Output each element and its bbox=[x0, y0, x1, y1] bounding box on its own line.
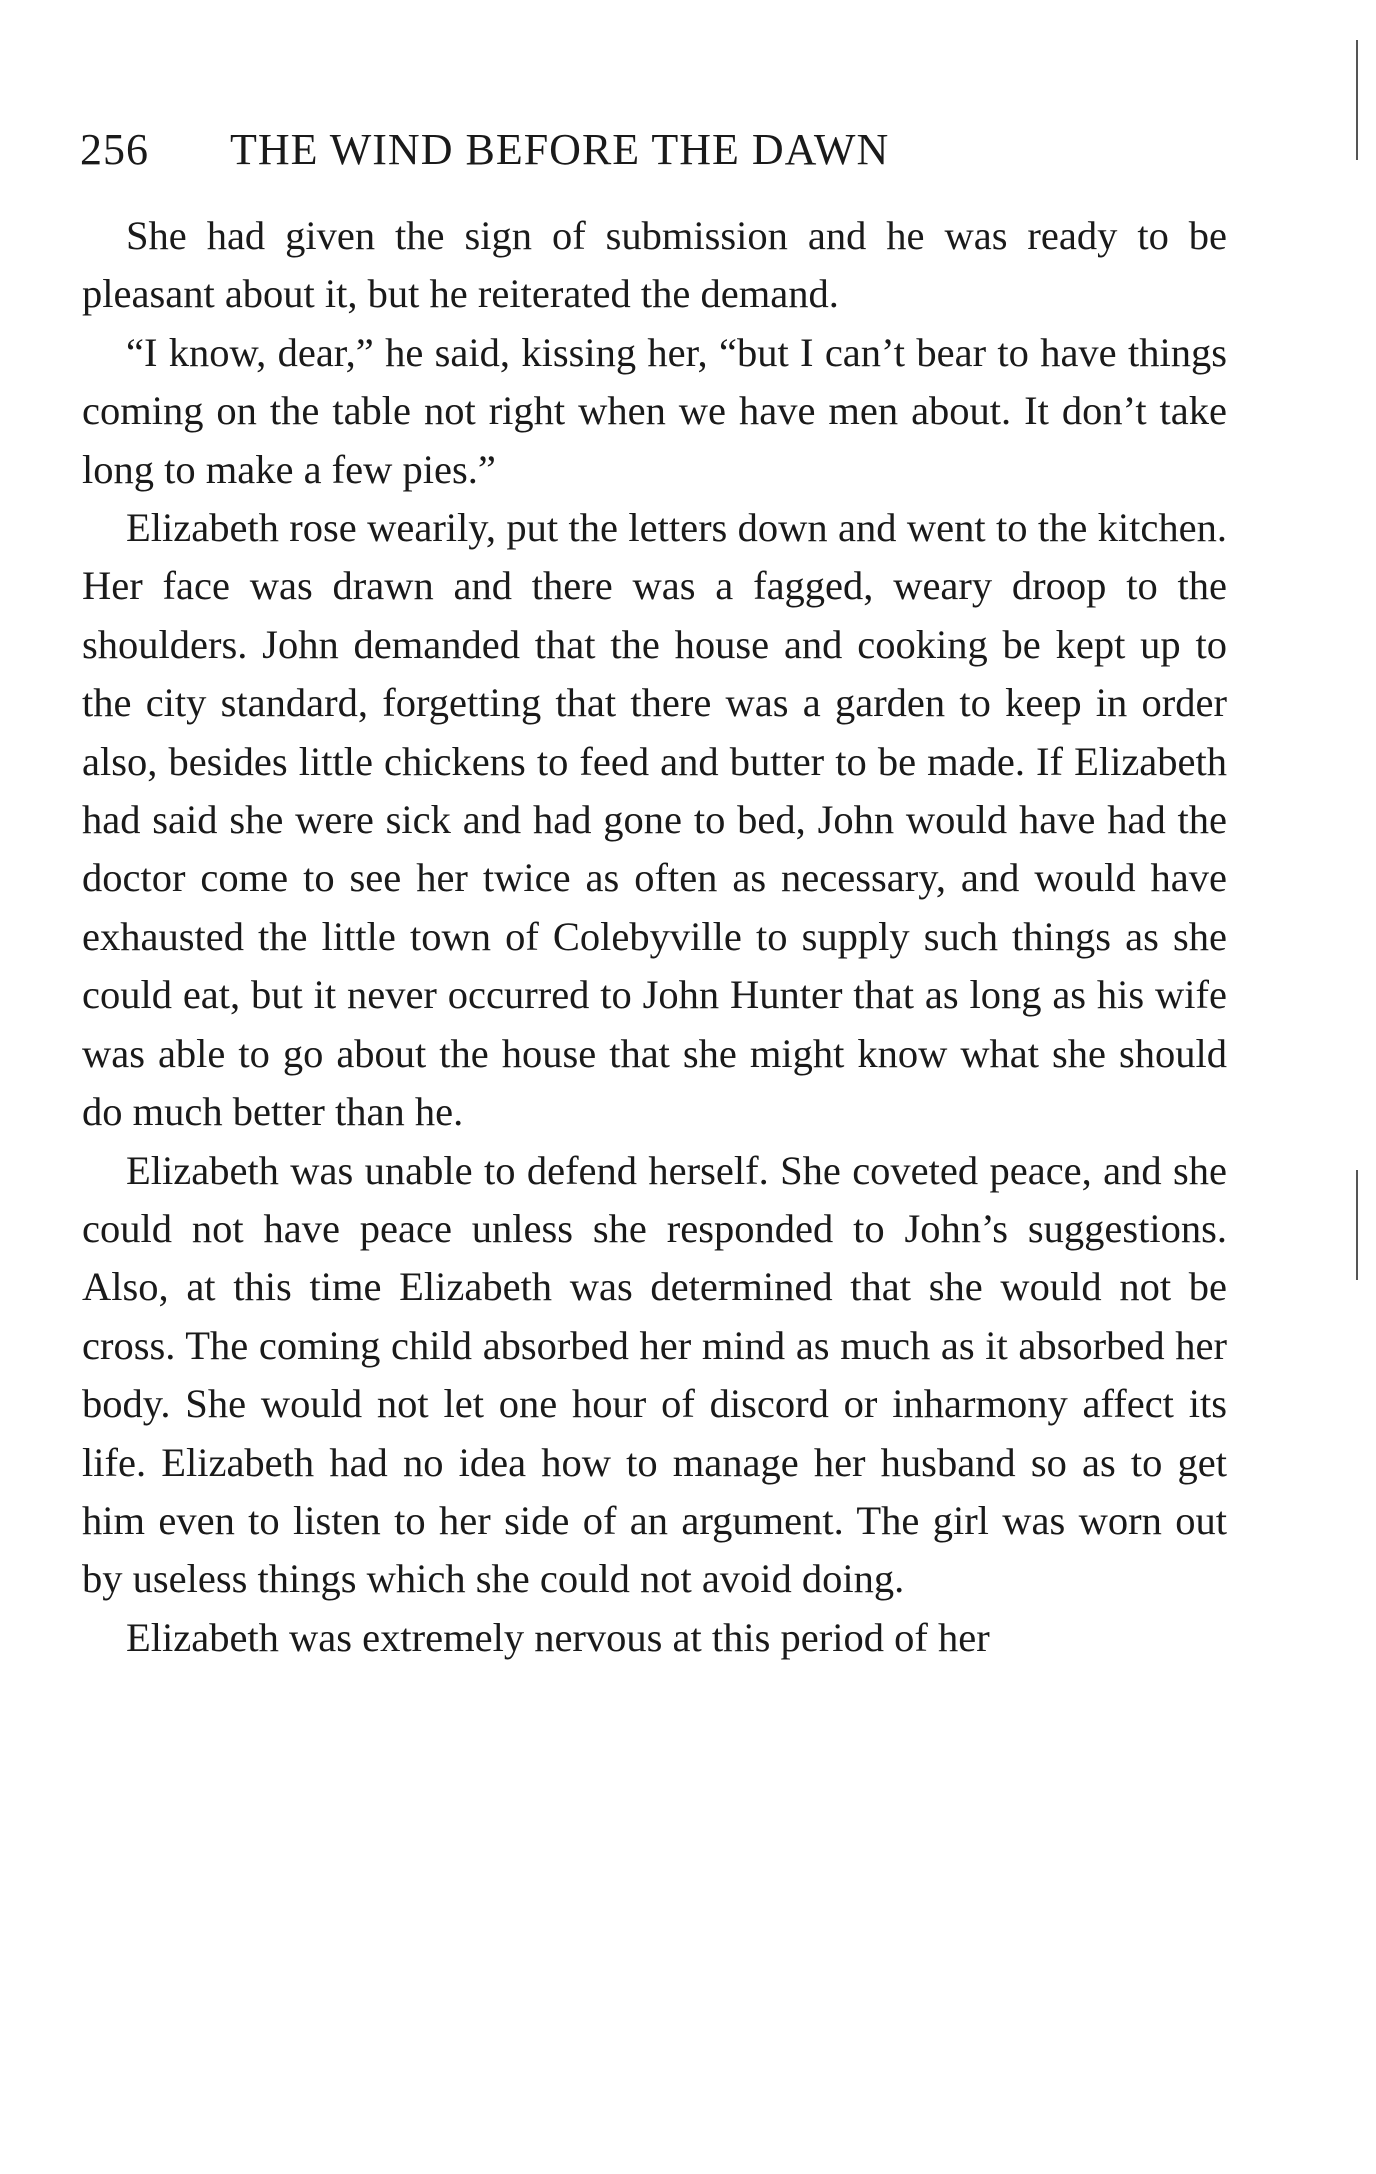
body-text bbox=[82, 207, 1227, 1667]
scan-edge-mark bbox=[1356, 40, 1358, 160]
page-number: 256 bbox=[80, 125, 149, 174]
paragraph: Elizabeth was unable to defend herself. She coveted peace, and she could not have peace unless she responded to John’s suggestions. Also, at this time Elizabeth was determined that she would not be cross. The coming child absorbed her mind as much as it absorbed her body. She would not let one hour of discord or inharmony affect its life. Elizabeth had no idea how to manage her husband so as to get him even to listen to her side of an argument. The girl was worn out by useless things which she could not avoid doing. bbox=[82, 1147, 1227, 1602]
paragraph: Elizabeth rose wearily, put the letters down and went to the kitchen. Her face was drawn and there was a fagged, weary droop to the shoulders. John demanded that the house and cooking be kept up to the city standard, forgetting that there was a garden to keep in order also, besides little chickens to feed and butter to be made. If Elizabeth had said she were sick and had gone to bed, John would have had the doctor come to see her twice as often as necessary, and would have exhausted the little town of Colebyville to supply such things as she could eat, but it never occurred to John Hunter that as long as his wife was able to go about the house that she might know what she should do much better than he. bbox=[82, 505, 1227, 1135]
paragraph: “I know, dear,” he said, kissing her, “but I can’t bear to have things coming on the table not right when we have men about. It don’t take long to make a few pies.” bbox=[82, 329, 1227, 492]
paragraph: Elizabeth was extremely nervous at this period of her bbox=[126, 1614, 990, 1660]
scan-edge-mark bbox=[1356, 1170, 1358, 1280]
paragraph: She had given the sign of submission and he was ready to be pleasant about it, but he reiterated the demand. bbox=[82, 213, 1227, 317]
page-header bbox=[80, 120, 1230, 180]
running-title: THE WIND BEFORE THE DAWN bbox=[230, 125, 890, 174]
